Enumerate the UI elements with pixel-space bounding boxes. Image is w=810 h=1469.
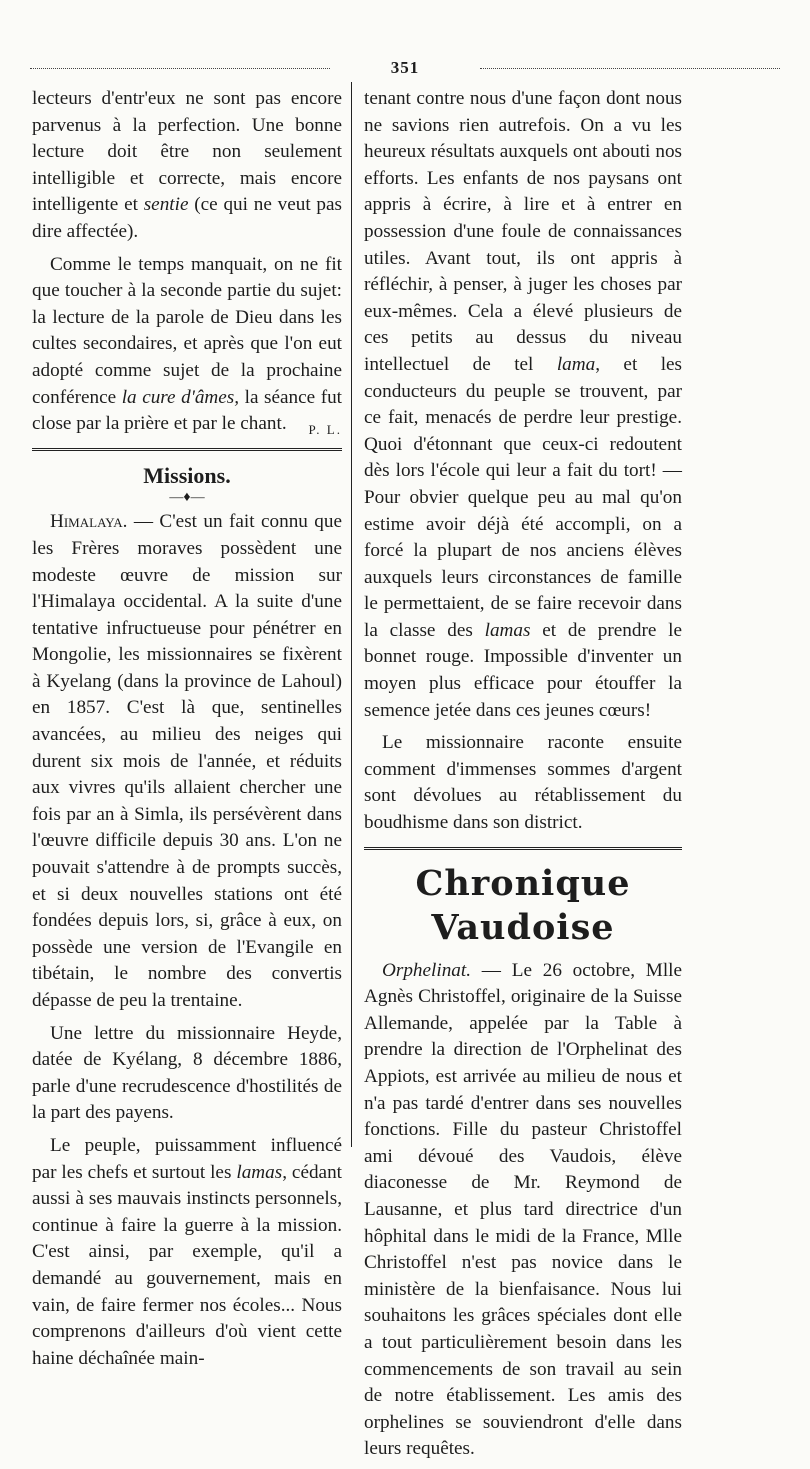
italic-text: lamas: [236, 1161, 283, 1183]
italic-text: lama: [556, 353, 596, 375]
paragraph: [32, 1133, 342, 1372]
italic-text: lamas: [484, 619, 531, 641]
page-header: [30, 60, 780, 76]
paragraph-text: Comme le temps manquait, on ne fit que toucher à la seconde partie du sujet: la lecture de la parole de Dieu dans les cultes secondaires, et après que l'on eut adopté comme sujet de la prochaine conférence: [32, 253, 342, 408]
section-title-chronique: Chronique Vaudoise: [415, 862, 631, 948]
paragraph: [364, 958, 682, 1463]
page-number: 351: [390, 58, 420, 77]
place-label: Himalaya.: [50, 511, 128, 533]
header-rule-right: [480, 68, 780, 73]
paragraph-text: — Le 26 octobre, Mlle Agnès Christoffel, originaire de la Suisse Allemande, appelée par la Table à prendre la direction de l'Orphelinat des Appiots, est arrivée au milieu de nous et n'a pas tardé d'entrer dans ses nouvelles fonctions. Fille du pasteur Christoffel ami dévoué des Vaudois, élève diaconesse de Mr. Reymond de Lausanne, et plus tard directrice d'un hôphital dans le midi de la France, Mlle Christoffel n'est pas novice dans le ministère de la bienfaisance. Nous lui souhaitons les grâces spéciales dont elle a tout particulièrement besoin dans les commencements de son travail au sein de notre établissement. Les amis des orphelines se souviendront d'elle dans leurs requêtes.: [364, 959, 683, 1460]
paragraph-text: Une lettre du missionnaire Heyde, datée de Kyélang, 8 décembre 1886, parle d'une recrudescence d'hostilités de la part des payens.: [32, 1022, 342, 1124]
paragraph: [364, 730, 682, 836]
right-column: [364, 86, 682, 1469]
place-label: Orphelinat.: [382, 959, 472, 981]
paragraph-text: la séance fut close par la prière et par le chant.: [32, 386, 343, 435]
paragraph-text: tenant contre nous d'une façon dont nous ne savions rien autrefois. On a vu les heureux résultats auxquels ont abouti nos efforts. Les enfants de nos paysans ont appris à écrire, à lire et à entrer en possession d'une foule de connaissances utiles. Avant tout, ils ont appris à réfléchir, à penser, à juger les choses par eux-mêmes. Cela a élevé plusieurs de ces petits au dessus du niveau intellectuel de tel: [364, 88, 682, 375]
title-ornament: —♦—: [169, 490, 205, 506]
italic-text: la cure d'âmes,: [121, 386, 240, 408]
paragraph-text: et de prendre le bonnet rouge. Impossible d'inventer un moyen plus efficace pour étouffer la semence jetée dans ces jeunes cœurs!: [364, 619, 683, 721]
paragraph: [32, 509, 342, 1014]
paragraph: [32, 252, 342, 438]
section-divider: [32, 448, 342, 451]
paragraph-text: — C'est un fait connu que les Frères moraves possèdent une modeste œuvre de mission sur l'Himalaya occidental. A la suite d'une tentative infructueuse pour pénétrer en Mongolie, les missionnaires se fixèrent à Kyelang (dans la province de Lahoul) en 1857. C'est là que, sentinelles avancées, au milieu des neiges qui durent six mois de l'année, et réduits aux vivres qu'ils allaient chercher une fois par an à Simla, ils persévèrent dans l'œuvre difficile depuis 30 ans. L'on ne pouvait s'attendre à de prompts succès, et si deux nouvelles stations ont été fondées depuis lors, si, grâce à eux, on possède une version de l'Evangile en tibétain, le nombre des convertis dépasse de peu la trentaine.: [32, 511, 343, 1011]
section-divider: [364, 847, 682, 850]
paragraph-text: , et les conducteurs du peuple se trouvent, par ce fait, menacés de perdre leur prestige. Quoi d'étonnant que ceux-ci redoutent dès lors l'école qui leur a fait du tort! — Pour obvier quelque peu au mal qu'on estime avoir déjà été accompli, on a forcé la plupart de nos anciens élèves auxquels leurs circonstances de famille le permettaient, de se faire recevoir dans la classe des: [364, 353, 683, 641]
paragraph: [32, 86, 342, 246]
column-divider: [351, 82, 352, 1147]
paragraph-text: Le peuple, puissamment influencé par les chefs et surtout les: [32, 1134, 342, 1183]
paragraph-text: lecteurs d'entr'eux ne sont pas encore parvenus à la perfection. Une bonne lecture doit être non seulement intelligible et correcte, mais encore intelligente et: [32, 88, 342, 216]
paragraph-text: Le missionnaire raconte ensuite comment d'immenses sommes d'argent sont dévolues au rétablissement du boudhisme dans son district.: [364, 732, 682, 834]
paragraph: [32, 1021, 342, 1127]
section-title-missions: Missions.: [143, 462, 231, 488]
paragraph-text: (ce qui ne veut pas dire affectée).: [32, 194, 343, 242]
header-rule-left: [30, 68, 330, 73]
left-column: [32, 86, 342, 1378]
paragraph: [364, 86, 682, 724]
paragraph-text: , cédant aussi à ses mauvais instincts personnels, continue à faire la guerre à la mission. C'est ainsi, par exemple, qu'il a demandé au gouvernement, mais en vain, de faire fermer nos écoles... Nous comprenons d'ailleurs d'où vient cette haine déchaînée main-: [32, 1161, 342, 1369]
italic-text: sentie: [143, 194, 189, 216]
signature: P. L.: [308, 422, 342, 438]
